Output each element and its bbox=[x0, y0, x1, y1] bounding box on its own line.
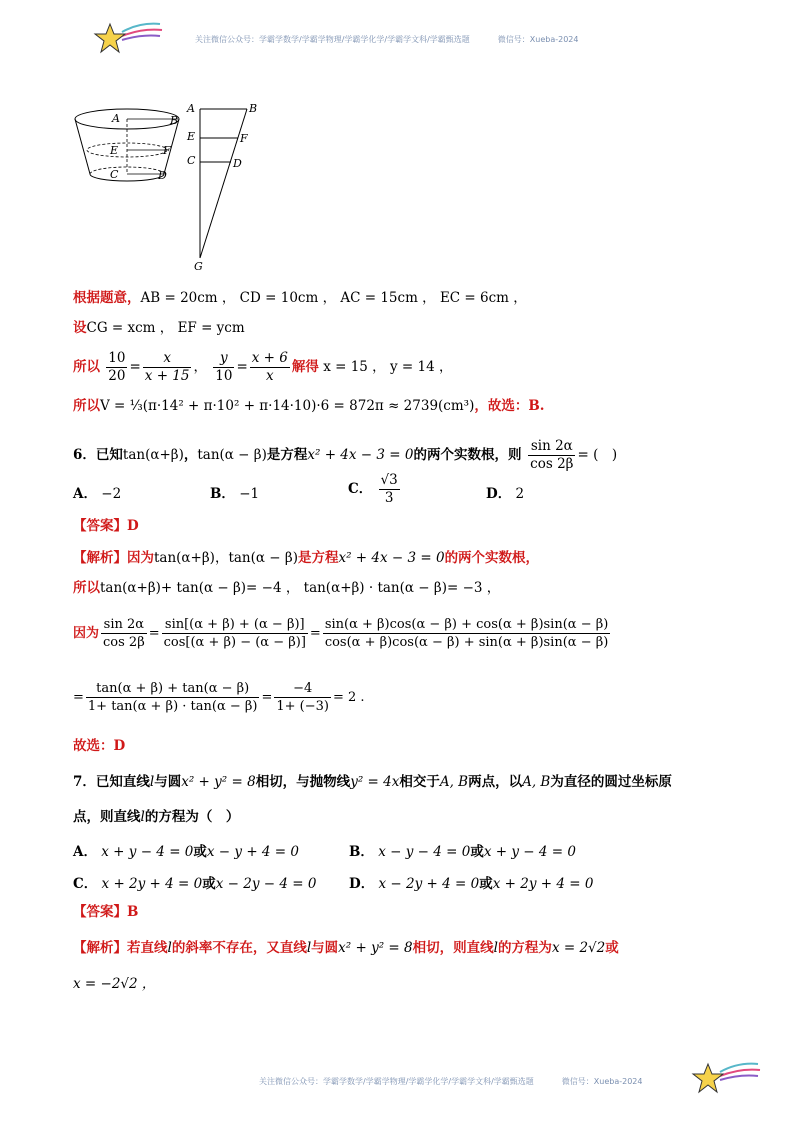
frustum-label-b: B bbox=[170, 114, 179, 127]
q7-option-b[interactable]: B． x − y − 4 = 0或x + y − 4 = 0 bbox=[349, 844, 576, 860]
q6-option-d[interactable]: D． 2 bbox=[486, 486, 525, 502]
question-7-stem-2: 点，则直线l的方程为（ ） bbox=[73, 809, 240, 825]
q7-analysis-2: x = −2√2 ， bbox=[73, 976, 156, 992]
q6-analysis-1: 【解析】因为tan(α+β)，tan(α − β)是方程x² + 4x − 3 = 0的两个实数根， bbox=[73, 550, 540, 566]
star-logo-icon bbox=[92, 18, 164, 58]
q7-option-c[interactable]: C． x + 2y + 4 = 0或x − 2y − 4 = 0 bbox=[73, 876, 317, 892]
section-label-a: A bbox=[187, 102, 195, 115]
section-figure bbox=[185, 100, 265, 275]
section-label-e: E bbox=[187, 130, 196, 143]
q6-analysis-4: = $\frac{\tan(\alpha + \beta) + \tan(\alpha - \beta)}{1+ \tan(\alpha + \beta) \cdot \tan(\alpha - \beta)}$ = $\frac{-4}{1+ (-3)}$ = 2 . bbox=[73, 681, 365, 714]
frustum-label-d: D bbox=[158, 169, 167, 182]
section-label-b: B bbox=[249, 102, 258, 115]
footer-wechat: 微信号：Xueba-2024 bbox=[561, 1077, 643, 1086]
header-text: 关注微信公众号：学霸学数学/学霸学物理/学霸学化学/学霸学文科/学霸甄选题 bbox=[195, 35, 470, 44]
question-7-stem-1: 7．已知直线l与圆x² + y² = 8相切，与抛物线y² = 4x相交于A, B两点，以A, B为直径的圆过坐标原 bbox=[73, 774, 672, 790]
star-logo-icon bbox=[690, 1058, 762, 1098]
q6-analysis-2: 所以tan(α+β)+ tan(α − β)= −4 ， tan(α+β) · tan(α − β)= −3 ， bbox=[73, 580, 501, 596]
q6-option-a[interactable]: A． −2 bbox=[73, 486, 122, 502]
q7-answer: 【答案】B bbox=[73, 904, 139, 920]
q7-option-a[interactable]: A． x + y − 4 = 0或x − y + 4 = 0 bbox=[73, 844, 299, 860]
footer-text: 关注微信公众号：学霸学数学/学霸学物理/学霸学化学/学霸学文科/学霸甄选题 bbox=[259, 1077, 534, 1086]
section-label-f: F bbox=[240, 132, 248, 145]
q6-choose: 故选：D bbox=[73, 738, 126, 754]
frustum-label-a: A bbox=[112, 112, 120, 125]
section-label-c: C bbox=[187, 154, 196, 167]
frustum-figure bbox=[70, 102, 185, 192]
solution-line-4: 所以V = ⅓(π·14² + π·10² + π·14·10)·6 = 872π ≈ 2739(cm³)，故选：B. bbox=[73, 398, 545, 414]
q7-analysis-1: 【解析】若直线l的斜率不存在，又直线l与圆x² + y² = 8相切，则直线l的方程为x = 2√2或 bbox=[73, 940, 619, 956]
page-header bbox=[195, 34, 578, 45]
solution-line-1: 根据题意，AB = 20cm ， CD = 10cm ， AC = 15cm ， EC = 6cm ， bbox=[73, 290, 527, 306]
q6-option-c[interactable]: C． $\frac{√3}{3}$ bbox=[348, 472, 398, 506]
q6-analysis-3: 因为 $\frac{\sin 2\alpha}{\cos 2\beta}$ = $\frac{\sin[(\alpha + \beta) + (\alpha - \beta)]}{\cos[(\alpha + \beta) - (\alpha - \beta)]}$ = $\frac{\sin(\alpha + \beta)\cos(\alpha - \beta) + \cos(\alpha + \beta)\sin(\alpha - \beta)}{\cos(\alpha + \beta)\cos(\alpha - \beta) + \sin(\alpha + \beta)\sin(\alpha - \beta)}$ bbox=[73, 617, 609, 650]
header-wechat: 微信号：Xueba-2024 bbox=[497, 35, 579, 44]
page-footer bbox=[259, 1076, 642, 1087]
q6-option-b[interactable]: B． −1 bbox=[210, 486, 260, 502]
solution-line-2: 设CG = xcm ， EF = ycm bbox=[73, 320, 245, 336]
frustum-label-f: F bbox=[163, 144, 171, 157]
section-label-g: G bbox=[194, 260, 203, 273]
frustum-label-e: E bbox=[110, 144, 119, 157]
question-6-stem: 6．已知tan(α+β)，tan(α − β)是方程x² + 4x − 3 = 0的两个实数根，则 $\frac{\sin 2\alpha}{\cos 2\beta}$ = ( ) bbox=[73, 438, 618, 472]
q7-option-d[interactable]: D． x − 2y + 4 = 0或x + 2y + 4 = 0 bbox=[349, 876, 594, 892]
solution-line-3: 所以 $\frac{10}{20}$ = $\frac{x}{x + 15}$ ， $\frac{y}{10}$ = $\frac{x + 6}{x}$ 解得 x = 15 ， y = 14 ， bbox=[73, 350, 453, 384]
q6-answer: 【答案】D bbox=[73, 518, 139, 534]
section-label-d: D bbox=[233, 157, 242, 170]
frustum-label-c: C bbox=[110, 168, 119, 181]
